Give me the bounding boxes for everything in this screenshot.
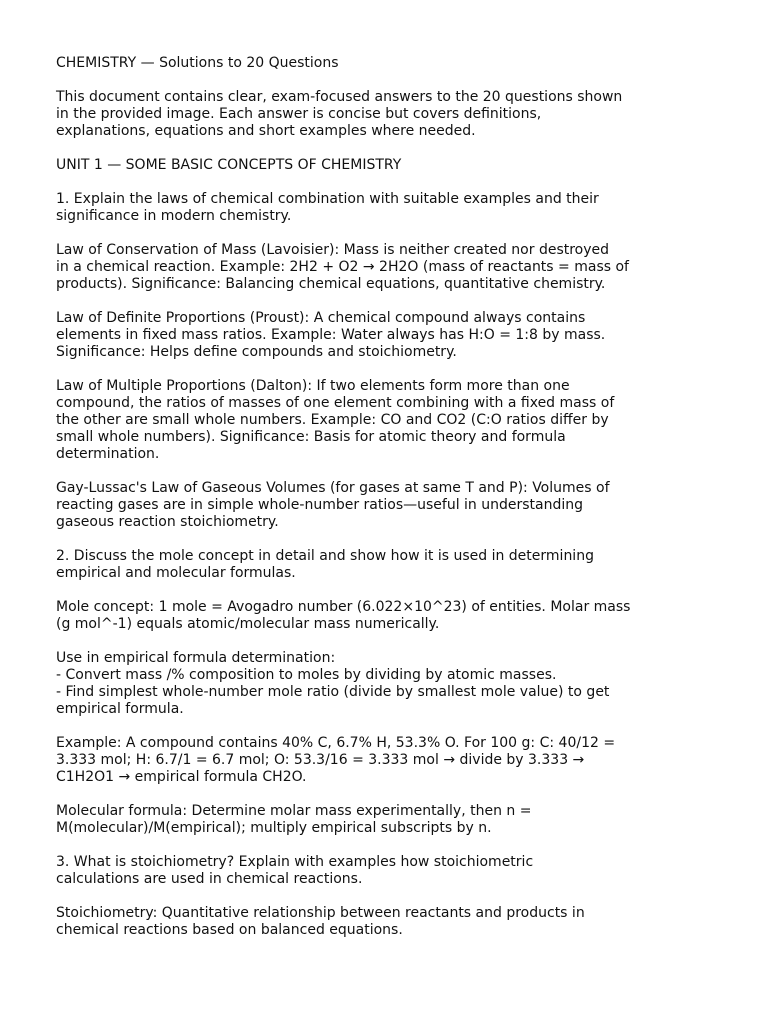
- question-3: 3. What is stoichiometry? Explain with examples how stoichiometric calculations are used in chemical reactions.: [56, 854, 534, 887]
- answer-paragraph: Use in empirical formula determination: - Convert mass /% composition to moles by dividing by atomic masses. - Find simplest whole-number mole ratio (divide by smallest mole value) to get empirical formula.: [56, 650, 610, 717]
- answer-paragraph: Example: A compound contains 40% C, 6.7% H, 53.3% O. For 100 g: C: 40/12 = 3.333 mol; H: 6.7/1 = 6.7 mol; O: 53.3/16 = 3.333 mol → divide by 3.333 → C1H2O1 → empirical formula CH2O.: [56, 735, 616, 785]
- answer-paragraph: Gay-Lussac's Law of Gaseous Volumes (for gases at same T and P): Volumes of reacting gases are in simple whole-number ratios—useful in understanding gaseous reaction stoichiometry.: [56, 480, 610, 530]
- answer-paragraph: Mole concept: 1 mole = Avogadro number (6.022×10^23) of entities. Molar mass (g mol^-1) equals atomic/molecular mass numerically.: [56, 599, 631, 632]
- question-2: 2. Discuss the mole concept in detail and show how it is used in determining empirical and molecular formulas.: [56, 548, 594, 581]
- answer-paragraph: Law of Definite Proportions (Proust): A chemical compound always contains elements in fixed mass ratios. Example: Water always has H:O = 1:8 by mass. Significance: Helps define compounds and stoichiometry.: [56, 310, 606, 360]
- answer-paragraph: Law of Conservation of Mass (Lavoisier): Mass is neither created nor destroyed in a chemical reaction. Example: 2H2 + O2 → 2H2O (mass of reactants = mass of products). Significance: Balancing chemical equations, quantitative chemistry.: [56, 242, 629, 292]
- answer-paragraph: Molecular formula: Determine molar mass experimentally, then n = M(molecular)/M(empirical); multiply empirical subscripts by n.: [56, 803, 532, 836]
- document-title: CHEMISTRY — Solutions to 20 Questions: [56, 55, 339, 71]
- question-1: 1. Explain the laws of chemical combination with suitable examples and their significance in modern chemistry.: [56, 191, 599, 224]
- answer-paragraph: Stoichiometry: Quantitative relationship between reactants and products in chemical reactions based on balanced equations.: [56, 905, 585, 938]
- document-page: [56, 55, 716, 956]
- answer-paragraph: Law of Multiple Proportions (Dalton): If two elements form more than one compound, the ratios of masses of one element combining with a fixed mass of the other are small whole numbers. Example: CO and CO2 (C:O ratios differ by small whole numbers). Significance: Basis for atomic theory and formula determination.: [56, 378, 615, 462]
- unit-heading: UNIT 1 — SOME BASIC CONCEPTS OF CHEMISTRY: [56, 157, 402, 173]
- intro-paragraph: This document contains clear, exam-focused answers to the 20 questions shown in the provided image. Each answer is concise but covers definitions, explanations, equations and short examples where needed.: [56, 89, 623, 139]
